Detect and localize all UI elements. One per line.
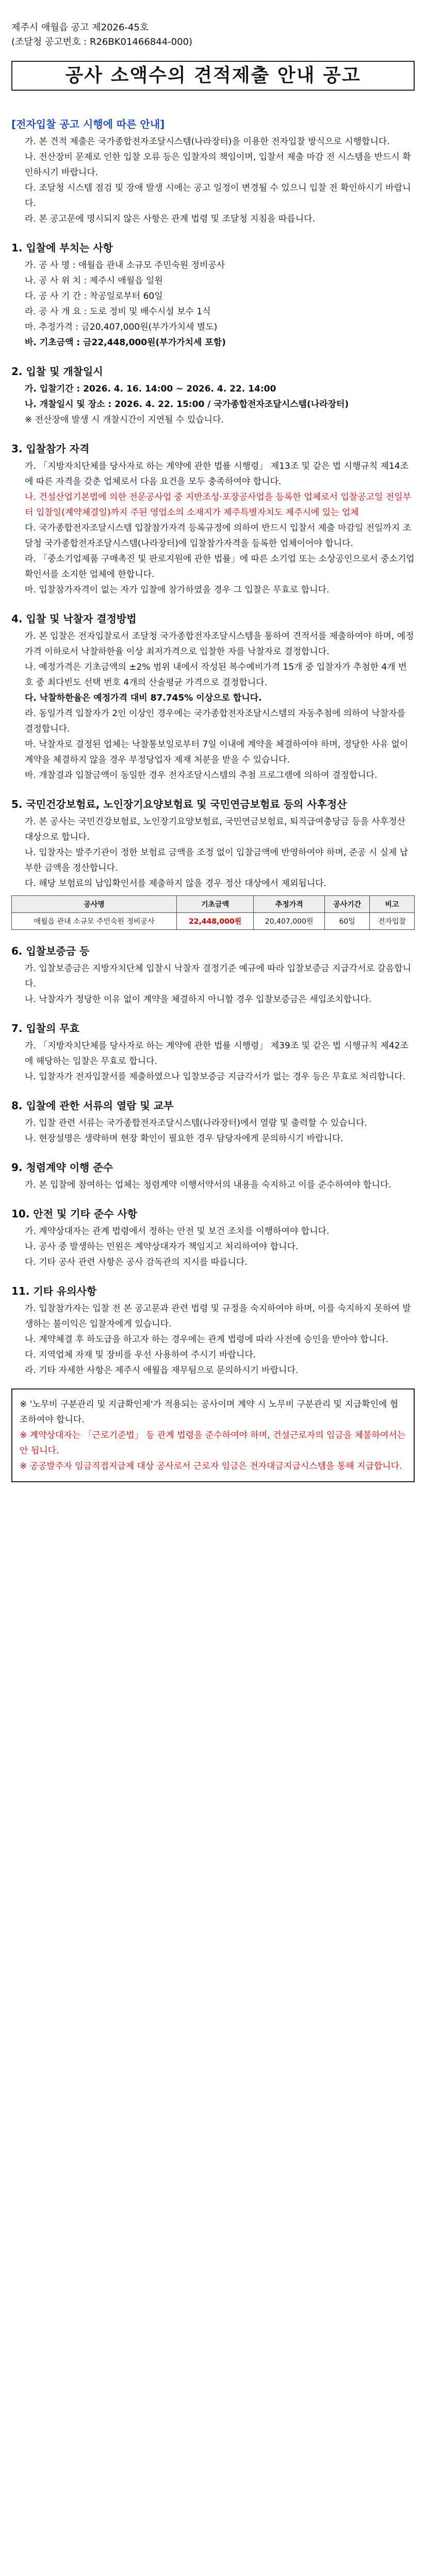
table-header-row (12, 896, 415, 913)
paragraph: 나. 입찰자가 전자입찰서를 제출하였으나 입찰보증금 지급각서가 없는 경우 등은 무효로 처리합니다. (25, 1072, 406, 1082)
section-safety (11, 1206, 415, 1270)
section-title: 3. 입찰참가 자격 (11, 443, 90, 455)
paragraph: 가. 입찰기간 : 2026. 4. 16. 14:00 ~ 2026. 4. 22. 14:00 (25, 384, 276, 394)
notice-line: ※ 계약상대자는 「근로기준법」 등 관계 법령을 준수하여야 하며, 건설근로자의 임금을 체불하여서는 안 됩니다. (20, 1430, 406, 1456)
paragraph: 나. 건설산업기본법에 의한 전문공사업 중 지반조성·포장공사업을 등록한 업체로서 입찰공고일 전일부터 입찰일(계약체결일)까지 주된 영업소의 소재지가 제주특별자치도 제주시에 있는 업체 (25, 492, 412, 518)
paragraph: 마. 입찰참가자격이 없는 자가 입찰에 참가하였을 경우 그 입찰은 무효로 합니다. (25, 585, 330, 595)
paragraph: 나. 개찰일시 및 장소 : 2026. 4. 22. 15:00 / 국가종합전자조달시스템(나라장터) (25, 399, 349, 410)
section-eligibility (11, 441, 415, 598)
section-award-method (11, 611, 415, 783)
paragraph: 가. 「지방자치단체를 당사자로 하는 계약에 관한 법률 시행령」 제39조 및 같은 법 시행규칙 제42조에 해당하는 입찰은 무효로 합니다. (25, 1041, 409, 1066)
paragraph: 다. 기타 공사 관련 사항은 공사 감독관의 지시를 따릅니다. (25, 1257, 248, 1267)
paragraph: 마. 낙찰자로 결정된 업체는 낙찰통보일로부터 7일 이내에 계약을 체결하여야 하며, 정당한 사유 없이 계약을 체결하지 않을 경우 부정당업자 제재 처분을 받을 수 있습니다. (25, 739, 408, 765)
section-title: 4. 입찰 및 낙찰자 결정방법 (11, 613, 137, 625)
paragraph: 나. 예정가격은 기초금액의 ±2% 범위 내에서 작성된 복수예비가격 15개 중 입찰자가 추첨한 4개 번호 중 최다빈도 선택 번호 4개의 산술평균 가격으로 결정합니다. (25, 662, 407, 688)
paragraph: 가. 입찰참가자는 입찰 전 본 공고문과 관련 법령 및 규정을 숙지하여야 하며, 이를 숙지하지 못하여 발생하는 불이익은 입찰자에게 있습니다. (25, 1303, 411, 1329)
paragraph: 라. 동일가격 입찰자가 2인 이상인 경우에는 국가종합전자조달시스템의 자동추첨에 의하여 낙찰자를 결정합니다. (25, 708, 406, 734)
announcement-number: 제주시 애월읍 공고 제2026-45호 (11, 22, 149, 33)
section-title: 1. 입찰에 부치는 사항 (11, 242, 113, 254)
document-header (11, 21, 414, 49)
paragraph: 가. 「지방자치단체를 당사자로 하는 계약에 관한 법률 시행령」 제13조 및 같은 법 시행규칙 제14조에 따른 자격을 갖춘 업체로서 다음 요건을 모두 충족하여야 합니다. (25, 461, 409, 487)
section-bid-schedule (11, 364, 415, 428)
table-cell: 전자입찰 (370, 913, 415, 930)
section-title: 2. 입찰 및 개찰일시 (11, 365, 103, 378)
notice-line: ※ 공공발주자 임금직접지급제 대상 공사로서 근로자 임금은 전자대금지급시스템을 통해 지급합니다. (20, 1461, 402, 1471)
notice-line: ※ '노무비 구분관리 및 지급확인제'가 적용되는 공사이며 계약 시 노무비 구분관리 및 지급확인에 협조하여야 합니다. (20, 1399, 399, 1425)
paragraph: 라. 「중소기업제품 구매촉진 및 판로지원에 관한 법률」에 따른 소기업 또는 소상공인으로서 중소기업확인서를 소지한 업체에 한합니다. (25, 554, 415, 580)
paragraph: 가. 본 입찰에 참여하는 업체는 청렴계약 이행서약서의 내용을 숙지하고 이를 준수하여야 합니다. (25, 1180, 391, 1190)
table-row (12, 913, 415, 930)
notice-box (11, 1388, 415, 1482)
paragraph: 가. 본 공사는 국민건강보험료, 노인장기요양보험료, 국민연금보험료, 퇴직급여충당금 등을 사후정산 대상으로 합니다. (25, 817, 406, 842)
section-title: 7. 입찰의 무효 (11, 1022, 80, 1035)
column-header: 기초금액 (177, 896, 254, 913)
column-header: 비고 (370, 896, 415, 913)
column-header: 공사명 (12, 896, 177, 913)
paragraph: 바. 개찰결과 입찰금액이 동일한 경우 전자조달시스템의 추첨 프로그램에 의하여 결정합니다. (25, 770, 378, 781)
paragraph: 나. 현장설명은 생략하며 현장 확인이 필요한 경우 담당자에게 문의하시기 바랍니다. (25, 1133, 343, 1144)
section-other-notes (11, 1283, 415, 1378)
title-box (11, 61, 415, 91)
paragraph: 마. 추정가격 : 금20,407,000원(부가가치세 별도) (25, 322, 218, 332)
document-body (11, 103, 415, 1482)
paragraph: 라. 기타 자세한 사항은 제주시 애월읍 재무팀으로 문의하시기 바랍니다. (25, 1365, 299, 1376)
section-title: 5. 국민건강보험료, 노인장기요양보험료 및 국민연금보험료 등의 사후정산 (11, 798, 347, 810)
section-invalid-bids (11, 1021, 415, 1084)
section-bid-items (11, 240, 415, 350)
paragraph: 가. 입찰보증금은 지방자치단체 입찰시 낙찰자 결정기준 예규에 따라 입찰보증금 지급각서로 갈음합니다. (25, 963, 412, 989)
section-title: 8. 입찰에 관한 서류의 열람 및 교부 (11, 1099, 174, 1112)
section-insurance-settlement (11, 796, 415, 891)
paragraph: 가. 입찰 관련 서류는 국가종합전자조달시스템(나라장터)에서 열람 및 출력할 수 있습니다. (25, 1118, 367, 1128)
section-title: 9. 청렴계약 이행 준수 (11, 1161, 113, 1174)
paragraph: 다. 지역업체 자재 및 장비를 우선 사용하여 주시기 바랍니다. (25, 1350, 256, 1360)
paragraph: 나. 낙찰자가 정당한 이유 없이 계약을 체결하지 아니할 경우 입찰보증금은 세입조치합니다. (25, 994, 372, 1005)
column-header: 추정가격 (254, 896, 325, 913)
table-cell: 20,407,000원 (254, 913, 325, 930)
paragraph: 다. 해당 보험료의 납입확인서를 제출하지 않을 경우 정산 대상에서 제외됩니다. (25, 878, 326, 889)
section-integrity (11, 1160, 415, 1193)
section-title: 11. 기타 유의사항 (11, 1285, 97, 1297)
section-title: 6. 입찰보증금 등 (11, 945, 90, 957)
section-bid-bond (11, 943, 415, 1007)
page-title: 공사 소액수의 견적제출 안내 공고 (65, 65, 361, 86)
paragraph: 나. 공사 중 발생하는 민원은 계약상대자가 책임지고 처리하여야 합니다. (25, 1242, 299, 1252)
paragraph: 나. 계약체결 후 하도급을 하고자 하는 경우에는 관계 법령에 따라 사전에 승인을 받아야 합니다. (25, 1334, 389, 1345)
paragraph: 다. 공 사 기 간 : 착공일로부터 60일 (25, 291, 163, 301)
paragraph: 다. 조달청 시스템 점검 및 장애 발생 시에는 공고 일정이 변경될 수 있으니 입찰 전 확인하시기 바랍니다. (25, 183, 411, 209)
paragraph: 가. 공 사 명 : 애월읍 관내 소규모 주민숙원 정비공사 (25, 260, 225, 270)
section-title: [전자입찰 공고 시행에 따른 안내] (11, 118, 165, 130)
summary-table (11, 895, 415, 930)
paragraph: 바. 기초금액 : 금22,448,000원(부가가치세 포함) (25, 337, 226, 348)
paragraph: 라. 본 공고문에 명시되지 않은 사항은 관계 법령 및 조달청 지침을 따릅니다. (25, 214, 315, 224)
table-cell: 22,448,000원 (177, 913, 254, 930)
paragraph: 다. 국가종합전자조달시스템 입찰참가자격 등록규정에 의하여 반드시 입찰서 제출 마감일 전일까지 조달청 국가종합전자조달시스템(나라장터)에 입찰참가자격을 등록한 업체이어야 합니다. (25, 523, 412, 549)
paragraph: 나. 공 사 위 치 : 제주시 애월읍 일원 (25, 276, 163, 286)
paragraph: 라. 공 사 개 요 : 도로 정비 및 배수시설 보수 1식 (25, 307, 211, 317)
paragraph: 가. 본 입찰은 전자입찰로서 조달청 국가종합전자조달시스템을 통하여 견적서를 제출하여야 하며, 예정가격 이하로서 낙찰하한율 이상 최저가격으로 입찰한 자를 낙찰자로 결정합니다. (25, 631, 414, 657)
paragraph: ※ 전산장애 발생 시 개찰시간이 지연될 수 있습니다. (25, 415, 224, 425)
section-title: 10. 안전 및 기타 준수 사항 (11, 1208, 138, 1220)
table-cell: 애월읍 관내 소규모 주민숙원 정비공사 (12, 913, 177, 930)
column-header: 공사기간 (325, 896, 370, 913)
section-documents (11, 1098, 415, 1146)
paragraph: 나. 전산장비 문제로 인한 입찰 오류 등은 입찰자의 책임이며, 입찰서 제출 마감 전 시스템을 반드시 확인하시기 바랍니다. (25, 152, 411, 178)
paragraph: 가. 계약상대자는 관계 법령에서 정하는 안전 및 보건 조치를 이행하여야 합니다. (25, 1226, 330, 1236)
paragraph: 다. 낙찰하한율은 예정가격 대비 87.745% 이상으로 합니다. (25, 693, 262, 703)
section-electronic-bid (11, 116, 415, 227)
procurement-number: (조달청 공고번호 : R26BK01466844-000) (11, 37, 193, 47)
paragraph: 나. 입찰자는 발주기관이 정한 보험료 금액을 조정 없이 입찰금액에 반영하여야 하며, 준공 시 실제 납부한 금액을 정산합니다. (25, 848, 408, 873)
paragraph: 가. 본 견적 제출은 국가종합전자조달시스템(나라장터)을 이용한 전자입찰 방식으로 시행합니다. (25, 137, 390, 147)
table-cell: 60일 (325, 913, 370, 930)
